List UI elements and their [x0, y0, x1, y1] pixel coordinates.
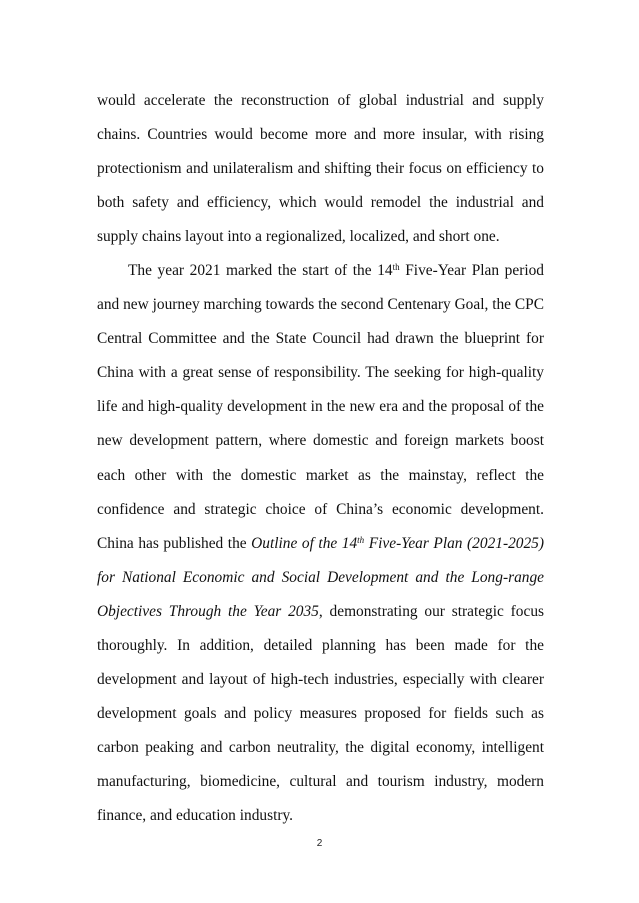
document-body	[97, 84, 544, 833]
paragraph-2-text-end: , demonstrating our strategic focus thoroughly. In addition, detailed planning has been made for the development and layout of high-tech industries, especially with clearer development goals and policy measures proposed for fields such as carbon peaking and carbon neutrality, the digital economy, intelligent manufacturing, biomedicine, cultural and tourism industry, modern finance, and education industry.	[97, 602, 545, 824]
paragraph-1-text: would accelerate the reconstruction of global industrial and supply chains. Countries would become more and more insular, with rising protectionism and unilateralism and shifting their focus on efficiency to both safety and efficiency, which would remodel the industrial and supply chains layout into a regionalized, localized, and short one.	[97, 92, 544, 246]
outline-title-end: Five-Year Plan (2021-2025) for National Economic and Social Development and the Long-range Objectives Through the Year 2035	[97, 534, 544, 620]
paragraph-2-text-start: The year 2021 marked the start of the 14	[128, 262, 393, 280]
outline-title-superscript: th	[357, 534, 365, 545]
page-number: 2	[316, 838, 323, 849]
paragraph-2-superscript: th	[392, 262, 400, 273]
body-paragraph-1	[97, 84, 544, 254]
paragraph-2-text-middle: Five-Year Plan period and new journey marching towards the second Centenary Goal, the CPC Central Committee and the State Council had drawn the blueprint for China with a great sense of responsibility. The seeking for high-quality life and high-quality development in the new era and the proposal of the new development pattern, where domestic and foreign markets boost each other with the domestic market as the mainstay, reflect the confidence and strategic choice of China’s economic development. China has published the	[97, 262, 545, 552]
outline-title-start: Outline of the 14	[251, 534, 358, 552]
body-paragraph-2	[97, 254, 544, 833]
